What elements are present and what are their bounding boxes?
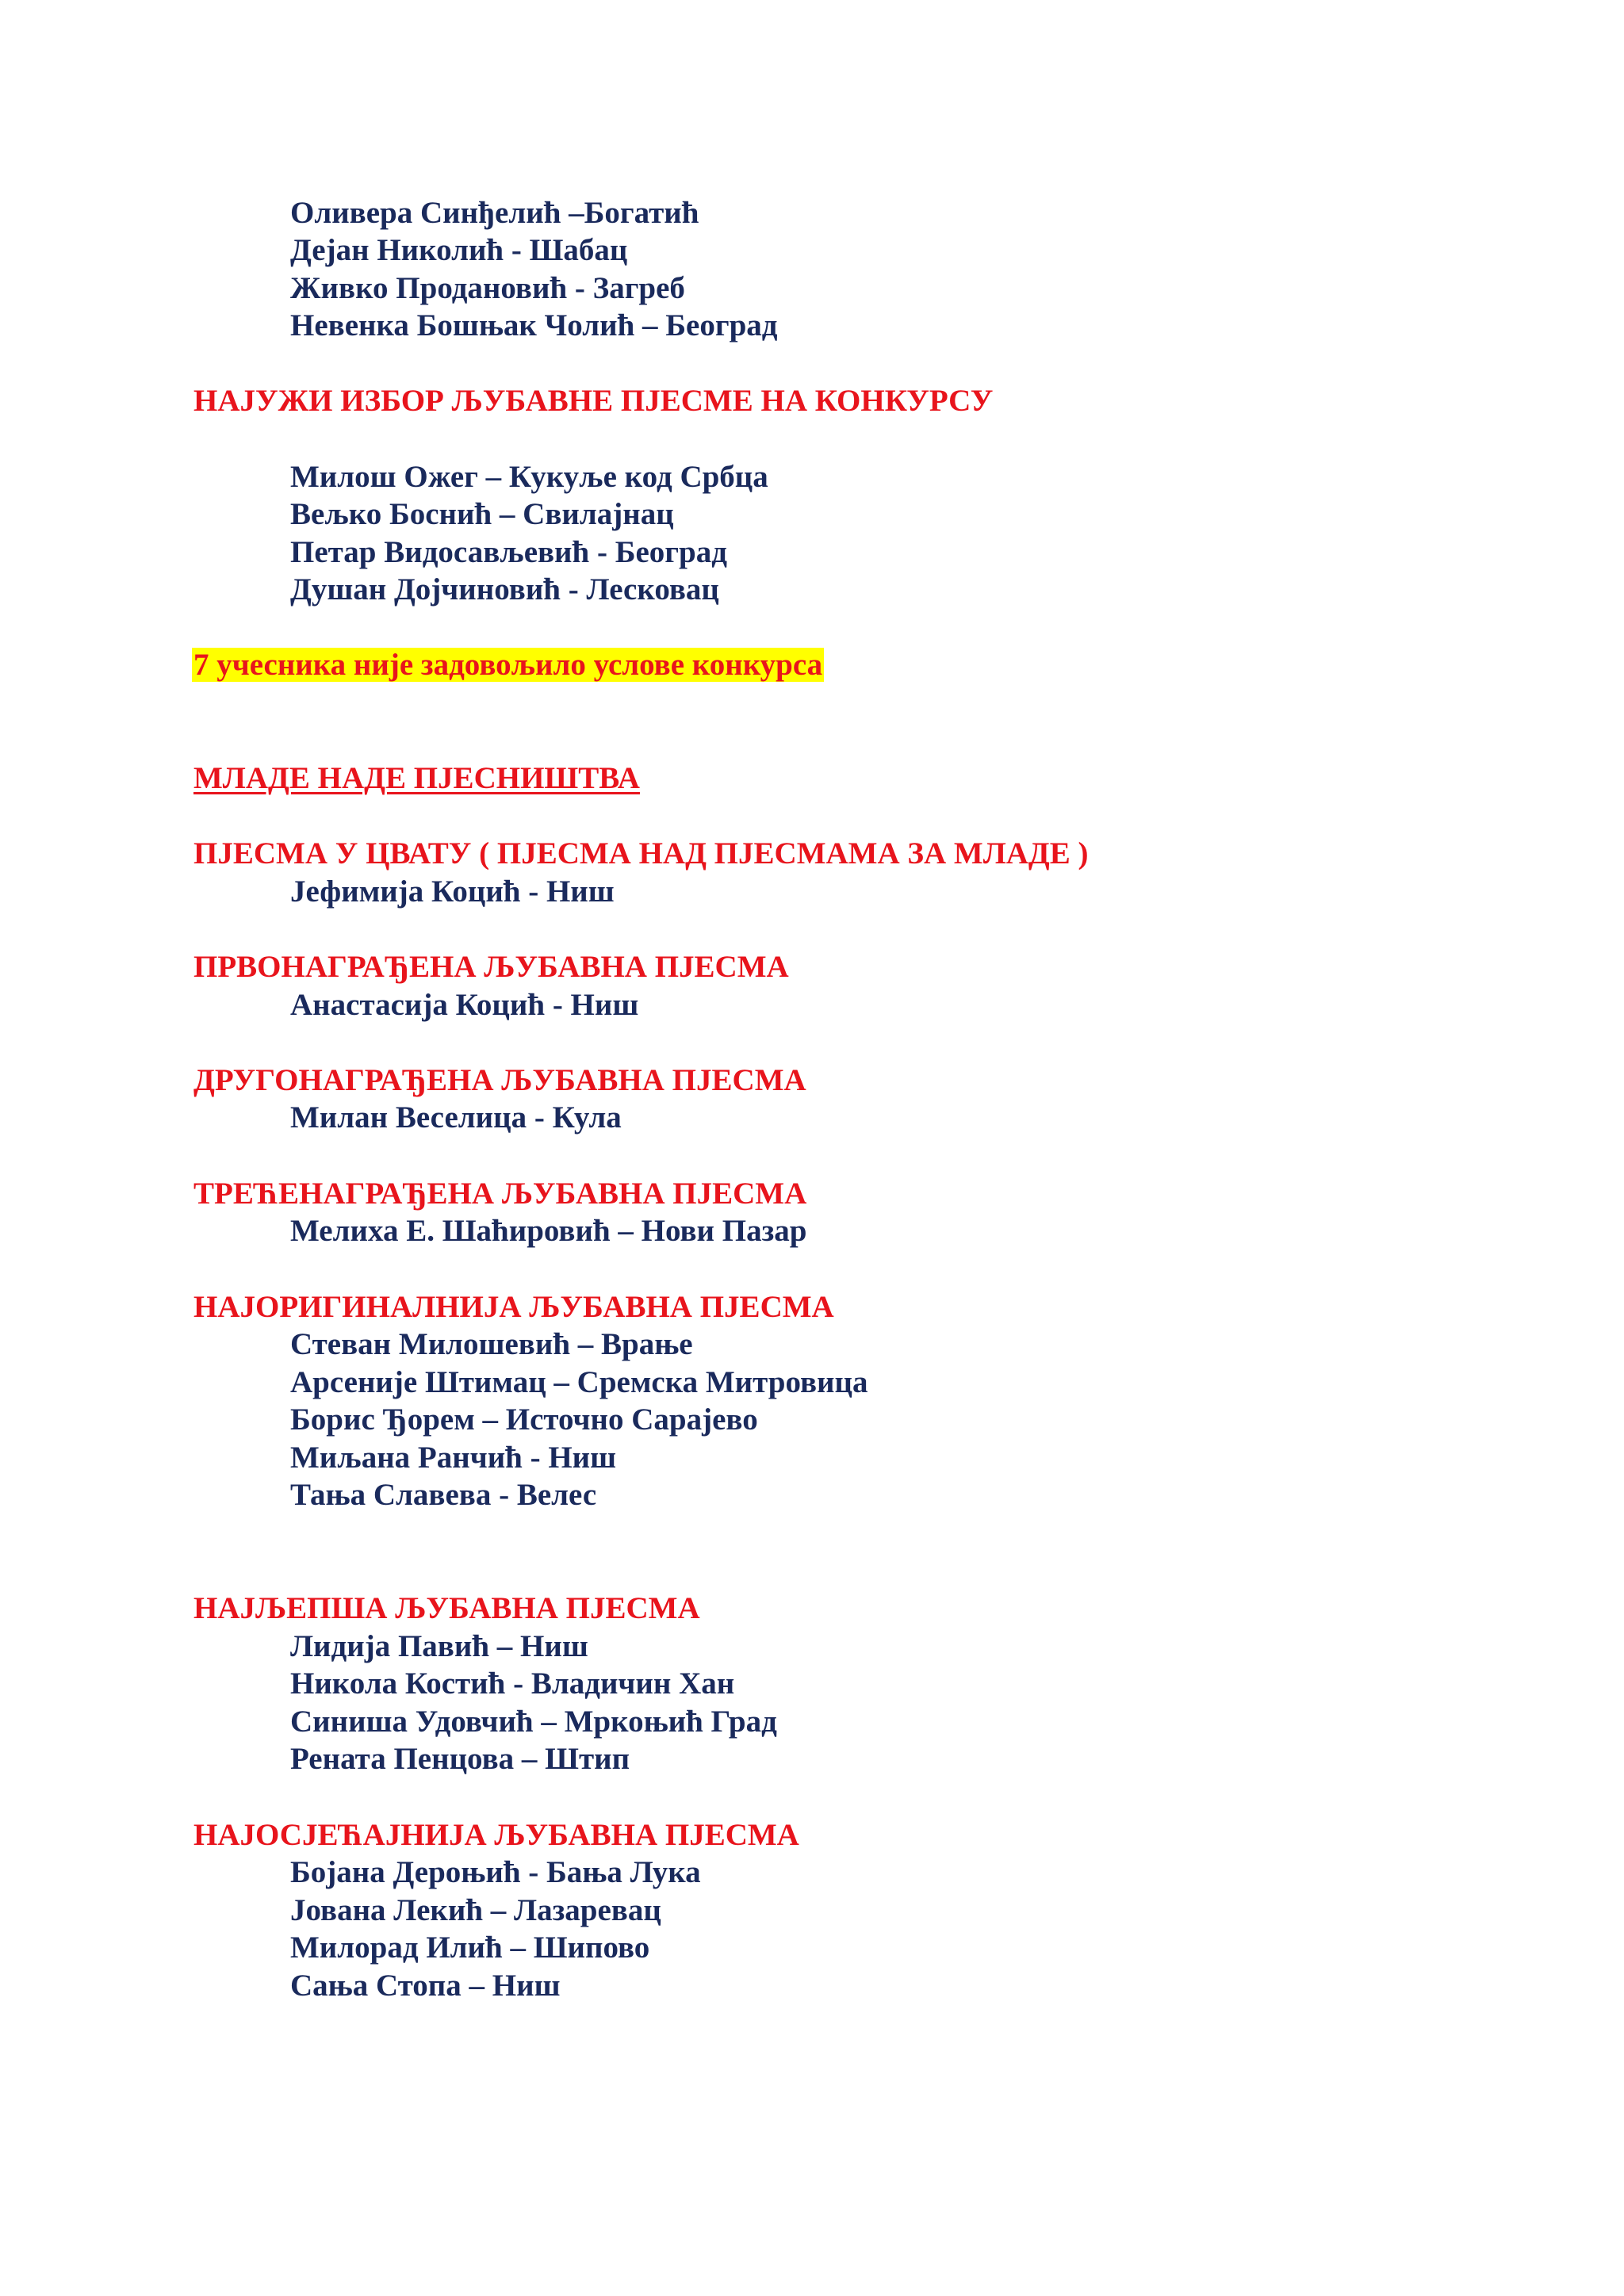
youth-heading: МЛАДЕ НАДЕ ПЈЕСНИШТВА: [193, 761, 640, 795]
section-heading: ДРУГОНАГРАЂЕНА ЉУБАВНА ПЈЕСМА: [193, 1063, 806, 1097]
name-line: Борис Ђорем – Источно Сарајево: [290, 1402, 758, 1437]
name-line: Тања Славева - Велес: [290, 1478, 597, 1512]
name-line: Петар Видосављевић - Београд: [290, 535, 727, 569]
name-line: Никола Костић - Владичин Хан: [290, 1667, 735, 1701]
notice-line: [192, 646, 824, 684]
name-line: Дејан Николић - Шабац: [290, 233, 628, 267]
name-line: Рената Пенцова – Штип: [290, 1742, 630, 1776]
name-line: Миљана Ранчић - Ниш: [290, 1441, 617, 1475]
section-heading: НАЈЉЕПША ЉУБАВНА ПЈЕСМА: [193, 1591, 700, 1625]
section-heading: НАЈОРИГИНАЛНИЈА ЉУБАВНА ПЈЕСМА: [193, 1290, 834, 1324]
name-line: Живко Продановић - Загреб: [290, 271, 685, 305]
name-line: Милан Веселица - Кула: [290, 1100, 622, 1135]
name-line: Мелиха Е. Шаћировић – Нови Пазар: [290, 1214, 807, 1248]
name-line: Невенка Бошњак Чолић – Београд: [290, 308, 778, 342]
name-line: Бојана Дероњић - Бања Лука: [290, 1855, 701, 1889]
section-heading: ТРЕЋЕНАГРАЂЕНА ЉУБАВНА ПЈЕСМА: [193, 1177, 807, 1211]
name-line: Стеван Милошевић – Врање: [290, 1327, 693, 1361]
name-line: Јефимија Коцић - Ниш: [290, 874, 615, 909]
name-line: Лидија Павић – Ниш: [290, 1629, 588, 1663]
name-line: Милорад Илић – Шипово: [290, 1931, 650, 1965]
name-line: Синиша Удовчић – Мркоњић Град: [290, 1705, 777, 1739]
section-heading: ПЈЕСМА У ЦВАТУ ( ПЈЕСМА НАД ПЈЕСМАМА ЗА МЛАДЕ ): [193, 836, 1089, 871]
section-heading: ПРВОНАГРАЂЕНА ЉУБАВНА ПЈЕСМА: [193, 950, 789, 984]
name-line: Милош Ожег – Кукуље код Србца: [290, 460, 768, 494]
name-line: Сања Стопа – Ниш: [290, 1969, 561, 2003]
name-line: Јована Лекић – Лазаревац: [290, 1893, 661, 1927]
shortlist-heading: НАЈУЖИ ИЗБОР ЉУБАВНЕ ПЈЕСМЕ НА КОНКУРСУ: [193, 384, 994, 418]
name-line: Арсеније Штимац – Сремска Митровица: [290, 1365, 868, 1399]
name-line: Оливера Синђелић –Богатић: [290, 196, 699, 230]
name-line: Вељко Боснић – Свилајнац: [290, 497, 674, 531]
section-heading: НАЈОСЈЕЋАЈНИЈА ЉУБАВНА ПЈЕСМА: [193, 1818, 799, 1852]
highlighted-notice: 7 учесника није задовољило услове конкурса: [193, 648, 823, 682]
name-line: Душан Дојчиновић - Лесковац: [290, 572, 719, 607]
name-line: Анастасија Коцић - Ниш: [290, 988, 639, 1022]
